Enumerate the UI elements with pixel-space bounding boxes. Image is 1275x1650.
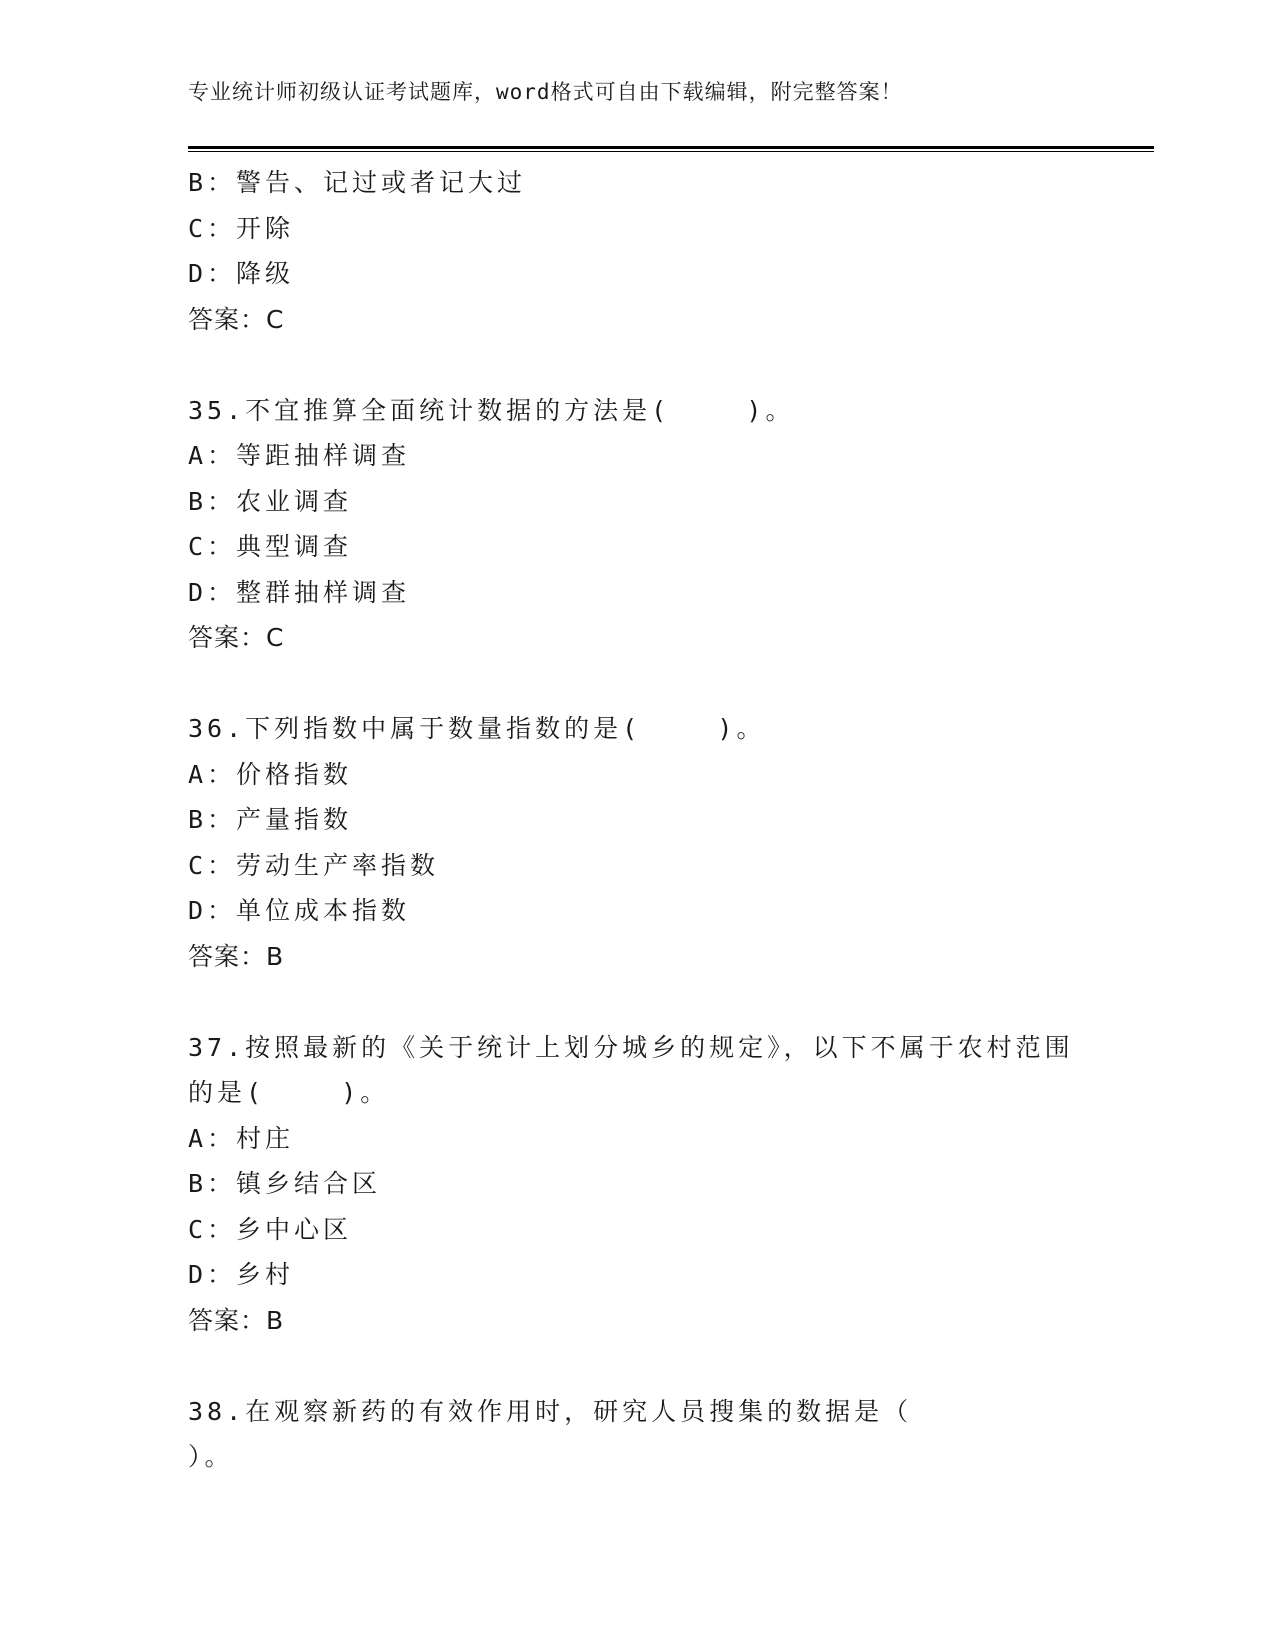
question-text-line2: ）。 (188, 1442, 234, 1471)
page-header: 专业统计师初级认证考试题库，word格式可自由下载编辑，附完整答案！ (188, 80, 903, 104)
header-rule-thick (188, 146, 1154, 149)
question-text-line1: 38.在观察新药的有效作用时，研究人员搜集的数据是（ (188, 1396, 913, 1426)
question-text-line1: 37.按照最新的《关于统计上划分城乡的规定》，以下不属于农村范围 (188, 1032, 1074, 1062)
option-c: C：开除 (188, 213, 295, 243)
option-b: B：警告、记过或者记大过 (188, 168, 527, 197)
question-list (188, 160, 1088, 1480)
question-block-35 (188, 388, 1088, 661)
option-b: B：镇乡结合区 (188, 1169, 382, 1198)
answer: 答案：C (188, 623, 285, 652)
option-b: B：农业调查 (188, 486, 353, 516)
question-block-37 (188, 1025, 1088, 1344)
question-text: 36.下列指数中属于数量指数的是( )。 (188, 714, 766, 743)
option-b: B：产量指数 (188, 805, 353, 834)
option-a: A：价格指数 (188, 759, 353, 789)
option-c: C：乡中心区 (188, 1214, 353, 1244)
question-text: 35.不宜推算全面统计数据的方法是( )。 (188, 395, 795, 425)
option-d: D：降级 (188, 259, 295, 288)
answer: 答案：B (188, 1305, 285, 1335)
option-c: C：典型调查 (188, 532, 353, 561)
question-block-34 (188, 160, 1088, 342)
question-block-38 (188, 1389, 1088, 1480)
answer: 答案：C (188, 304, 285, 334)
option-c: C：劳动生产率指数 (188, 850, 440, 880)
answer: 答案：B (188, 941, 285, 971)
option-d: D：整群抽样调查 (188, 577, 411, 607)
option-d: D：乡村 (188, 1260, 295, 1289)
option-a: A：等距抽样调查 (188, 441, 411, 470)
option-d: D：单位成本指数 (188, 896, 411, 925)
question-block-36 (188, 706, 1088, 979)
header-rule-thin (188, 151, 1154, 152)
question-text-line2: 的是( )。 (188, 1078, 390, 1107)
option-a: A：村庄 (188, 1123, 295, 1153)
